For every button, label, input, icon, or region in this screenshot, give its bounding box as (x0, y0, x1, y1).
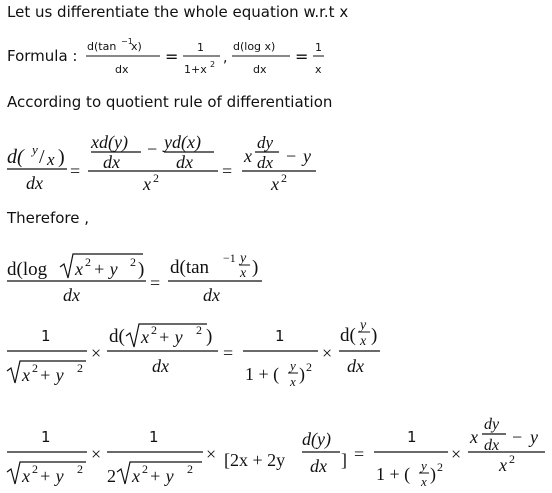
math-plus-y: + y (149, 466, 174, 486)
math-x: x (421, 474, 427, 489)
math-sup2: 2 (32, 361, 38, 375)
math-times: × (206, 444, 217, 464)
math-dx: dx (484, 437, 500, 454)
math-sup2: 2 (77, 361, 83, 375)
math-times: × (322, 343, 333, 363)
math-sup2: 2 (32, 462, 38, 476)
formula-label: Formula : (7, 47, 78, 65)
therefore-text: Therefore , (7, 209, 90, 227)
math-sup2: 2 (187, 462, 193, 476)
math-one: 1 (149, 428, 159, 446)
math-x2-plus-y2: x (22, 365, 30, 385)
math-close: ) (206, 326, 213, 347)
math-yd-x: yd(x) (164, 132, 201, 152)
math-times: × (451, 444, 462, 464)
math-equals: = (70, 161, 81, 181)
math-plus-y: + y (158, 327, 183, 347)
math-x2-plus-y2: x (22, 466, 30, 486)
math-sup2: 2 (196, 323, 202, 337)
math-paren-close: ) (299, 364, 305, 384)
math-comma: , (223, 50, 228, 66)
formula-expression (86, 37, 324, 76)
math-dx: dx (115, 63, 129, 76)
math-bracket-close: ] (341, 450, 347, 470)
math-one: 1 (41, 327, 51, 345)
math-y: y (290, 358, 296, 373)
math-y: y (530, 427, 538, 447)
math-d-tan-inv-x: d(tan (87, 40, 117, 53)
math-equals: = (354, 444, 365, 464)
math-x2: x (143, 174, 151, 194)
math-equals: = (165, 47, 179, 66)
math-minus: − (512, 427, 523, 447)
math-one-plus: 1 + ( (245, 364, 280, 384)
math-one: 1 (315, 41, 322, 54)
math-y: y (303, 146, 311, 166)
math-plus-y: + y (39, 365, 64, 385)
math-minus: − (147, 139, 158, 159)
math-bracket-open: [2x + 2y (224, 450, 286, 470)
math-y: y (240, 251, 247, 266)
math-x: x (360, 334, 367, 349)
intro-text: Let us differentiate the whole equation w.r.t x (7, 3, 349, 21)
math-x: x (315, 63, 322, 76)
math-sup2: 2 (281, 171, 287, 185)
math-paren-close: ) (430, 464, 436, 484)
math-dx: dx (253, 63, 267, 76)
math-xd-y: xd(y) (91, 132, 128, 152)
quotient-rule-text: According to quotient rule of differentiation (7, 93, 333, 111)
math-dy: dy (257, 133, 274, 152)
math-dy: dy (484, 416, 500, 433)
math-x2-plus-y2: x (141, 327, 149, 347)
final-equation (7, 416, 545, 489)
math-one-plus-x2: 1+x (184, 63, 207, 76)
chain-rule-equation (7, 318, 380, 389)
math-sup2: 2 (77, 462, 83, 476)
math-sup2: 2 (151, 323, 157, 337)
math-plus-y: + y (39, 466, 64, 486)
math-d-tan: d(tan (170, 257, 210, 278)
math-x: x (290, 374, 296, 389)
math-sup2: 2 (437, 460, 443, 474)
math-x-close: x) (131, 40, 142, 53)
math-sup2: 2 (85, 255, 91, 269)
math-d-y: d(y) (302, 429, 331, 449)
math-x2-plus-y2: x (75, 259, 83, 279)
math-one: 1 (41, 428, 51, 446)
math-d-open: d( (109, 326, 125, 347)
math-sup2: 2 (130, 255, 136, 269)
math-two: 2 (107, 466, 116, 486)
math-equals: = (295, 47, 309, 66)
math-dx: dx (176, 152, 193, 172)
math-equals: = (222, 161, 233, 181)
math-sup2: 2 (142, 462, 148, 476)
math-close: ) (371, 325, 378, 346)
math-x: x (47, 150, 55, 169)
math-equals: = (223, 343, 234, 363)
math-sup-2: 2 (210, 60, 216, 69)
math-one: 1 (197, 41, 204, 54)
math-equals: = (150, 273, 161, 293)
math-slash: / (39, 146, 45, 168)
math-d-open: d( (340, 325, 356, 346)
math-x2-plus-y2: x (132, 466, 140, 486)
math-close: ) (58, 146, 65, 168)
math-dx: dx (310, 456, 327, 476)
math-dx: dx (257, 153, 274, 172)
math-times: × (91, 343, 102, 363)
math-y: y (32, 142, 38, 157)
math-dx: dx (152, 356, 169, 376)
math-y: y (360, 318, 367, 333)
math-x: x (240, 266, 247, 281)
math-x2: x (271, 174, 279, 194)
math-plus-y: + y (93, 259, 118, 279)
log-tan-equation (7, 251, 262, 305)
quotient-rule-equation (7, 132, 316, 194)
math-d-log-x: d(log x) (233, 40, 276, 53)
math-close: ) (252, 257, 259, 278)
math-d-log: d(log (7, 259, 48, 280)
math-sup2: 2 (306, 360, 312, 374)
math-dx: dx (347, 356, 364, 376)
math-sup-minus1: −1 (223, 251, 236, 265)
math-x: x (244, 146, 252, 166)
math-minus: − (286, 146, 297, 166)
math-sup2: 2 (153, 171, 159, 185)
math-x2: x (499, 455, 507, 475)
math-sup2: 2 (509, 452, 515, 466)
math-times: × (91, 444, 102, 464)
math-dx: dx (63, 285, 80, 305)
math-y: y (421, 458, 427, 473)
math-close: ) (138, 259, 145, 280)
math-one-plus: 1 + ( (376, 464, 411, 484)
math-x: x (470, 427, 478, 447)
math-dx: dx (203, 285, 220, 305)
math-one: 1 (275, 327, 285, 345)
math-sup-minus1: −1 (121, 37, 133, 46)
math-one: 1 (407, 428, 417, 446)
math-dx: dx (26, 173, 43, 193)
math-d-open: d( (7, 146, 24, 168)
math-dx: dx (103, 152, 120, 172)
